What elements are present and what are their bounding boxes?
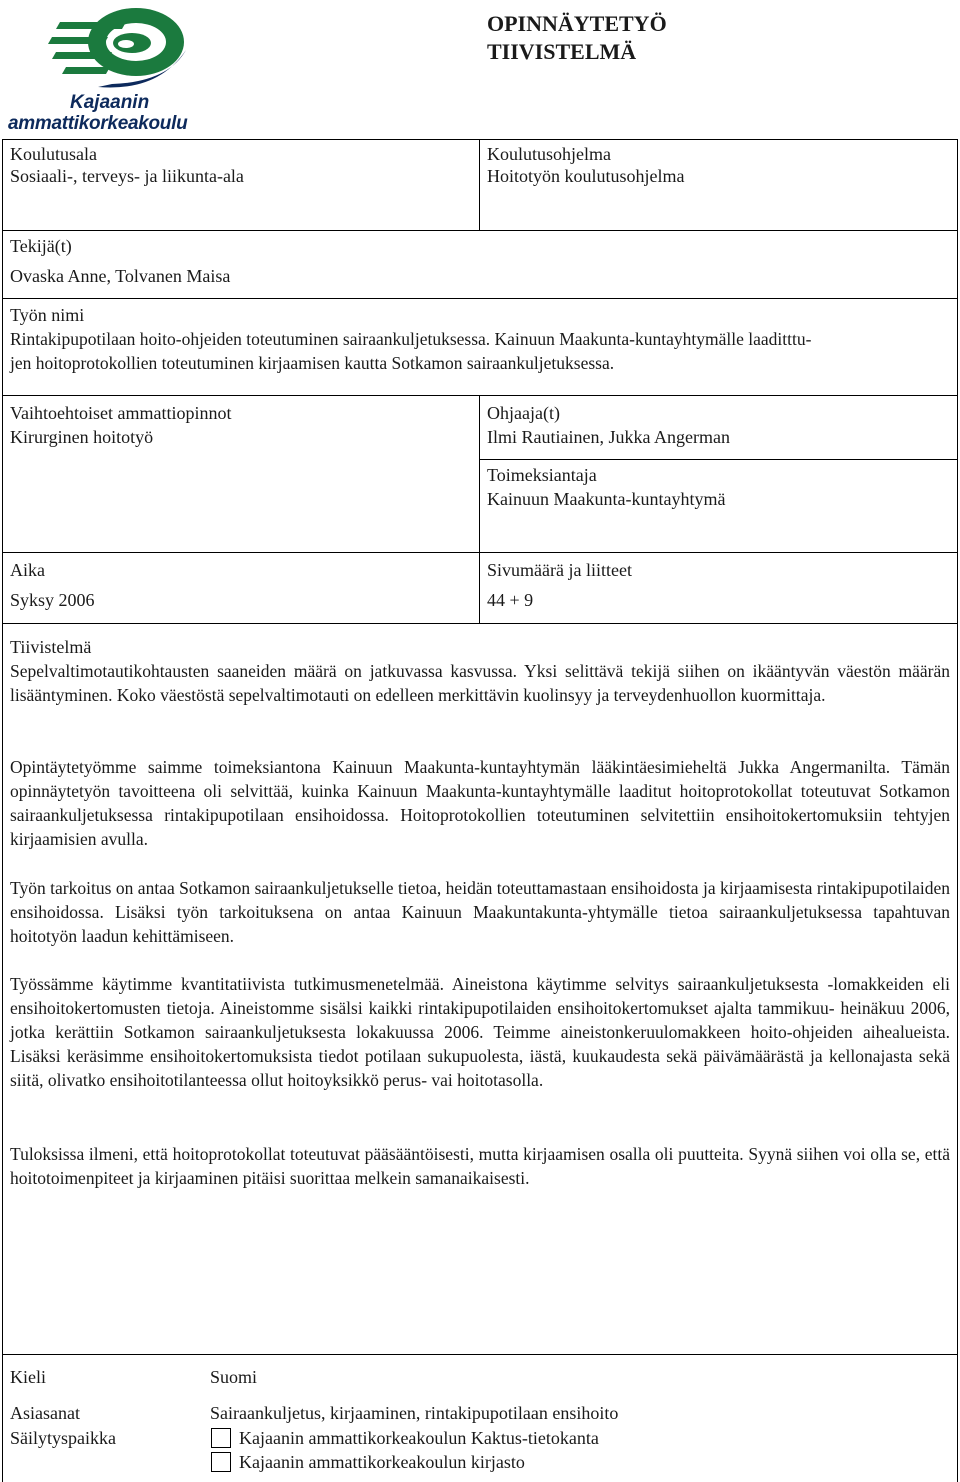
kaktus-checkbox[interactable]	[211, 1428, 231, 1448]
ohjaaja-label: Ohjaaja(t)	[487, 403, 560, 423]
divider-vertical-2	[479, 395, 480, 623]
tyon-nimi-line-1: Rintakipupotilaan hoito-ohjeiden toteutuminen sairaankuljetuksessa. Kainuun Maakunta-kuntayhtymälle laaditttu-	[10, 329, 812, 349]
divider-row-1	[2, 230, 958, 231]
toimeksiantaja-value: Kainuun Maakunta-kuntayhtymä	[487, 489, 726, 509]
vaihtoehtoiset-label: Vaihtoehtoiset ammattiopinnot	[10, 403, 232, 423]
asiasanat-value: Sairaankuljetus, kirjaaminen, rintakipupotilaan ensihoito	[210, 1403, 619, 1423]
form-border-right	[957, 139, 958, 1482]
ohjaaja-value: Ilmi Rautiainen, Jukka Angerman	[487, 427, 730, 447]
kieli-label: Kieli	[10, 1367, 46, 1387]
divider-row-2	[2, 298, 958, 299]
kaktus-option-label: Kajaanin ammattikorkeakoulun Kaktus-tietokanta	[239, 1428, 599, 1448]
asiasanat-label: Asiasanat	[10, 1403, 80, 1423]
sailytyspaikka-label: Säilytyspaikka	[10, 1428, 116, 1448]
divider-row-5	[2, 623, 958, 624]
koulutusohjelma-value: Hoitotyön koulutusohjelma	[487, 166, 685, 186]
logo-emblem-icon	[8, 2, 223, 97]
form-border-top	[2, 139, 958, 140]
aika-label: Aika	[10, 560, 45, 580]
logo-line-1: Kajaanin	[70, 92, 150, 113]
toimeksiantaja-label: Toimeksiantaja	[487, 465, 597, 485]
document-heading	[487, 10, 667, 66]
school-logo	[8, 2, 223, 134]
divider-row-3	[2, 395, 958, 396]
abstract-paragraph-4: Työssämme käytimme kvantitatiivista tutkimusmenetelmää. Aineistona käytimme selvitys sairaankuljetuksesta -lomakkeiden eli ensihoitokertomusten tietoja. Aineistomme sisälsi kaikki rintakipupotilaiden ensihoitokertomukset ajalta tammikuu- heinäkuu 2006, jotka kerättiin Sotkamon sairaankuljetuksesta lokakuussa 2006. Teimme aineistonkeruulomakkeen hoito-ohjeiden aihealueista. Lisäksi keräsimme ensihoitokertomuksista tiedot potilaan sukupuolesta, iästä, kuukaudesta sekä päivämäärästä ja kellonajasta sekä siitä, olivatko ensihoitotilanteessa ollut hoitoyksikkö perus- vai hoitotasolla.	[10, 974, 950, 1090]
abstract-paragraph-1: Sepelvaltimotautikohtausten saaneiden määrä on jatkuvassa kasvussa. Yksi selittävä tekijä siihen on ikääntyvän väestön määrän lisääntyminen. Koko väestöstä sepelvaltimotauti on edelleen merkittävin kuolinsyy ja terveydenhuollon kuormittaja.	[10, 661, 950, 705]
heading-line-1: OPINNÄYTETYÖ	[487, 11, 667, 36]
sivumaara-value: 44 + 9	[487, 590, 534, 610]
koulutusohjelma-label: Koulutusohjelma	[487, 144, 611, 164]
tekija-label: Tekijä(t)	[10, 236, 72, 256]
heading-line-2: TIIVISTELMÄ	[487, 39, 637, 64]
koulutusala-value: Sosiaali-, terveys- ja liikunta-ala	[10, 166, 244, 186]
kieli-value: Suomi	[210, 1367, 258, 1387]
sivumaara-label: Sivumäärä ja liitteet	[487, 560, 632, 580]
form-border-left	[2, 139, 3, 1482]
aika-value: Syksy 2006	[10, 590, 95, 610]
tyon-nimi-label: Työn nimi	[10, 305, 85, 325]
tyon-nimi-line-2: jen hoitoprotokollien toteutuminen kirjaamisen kautta Sotkamon sairaankuljetuksessa.	[10, 353, 615, 373]
logo-line-2: ammattikorkeakoulu	[8, 113, 188, 134]
kirjasto-option-label: Kajaanin ammattikorkeakoulun kirjasto	[239, 1452, 525, 1472]
tiivistelma-label: Tiivistelmä	[10, 637, 92, 657]
tekija-value: Ovaska Anne, Tolvanen Maisa	[10, 266, 231, 286]
koulutusala-label: Koulutusala	[10, 144, 97, 164]
divider-row-ohjaaja	[479, 459, 958, 460]
abstract-paragraph-2: Opintäytetyömme saimme toimeksiantona Kainuun Maakunta-kuntayhtymän lääkintäesimieheltä Jukka Angermanilta. Tämän opinnäytetyön tavoitteena oli selvittää, kuinka Kainuun Maakunta-kuntayhtymälle laaditut hoitoprotokollat toteutuvat Sotkamon sairaankuljetuksessa rintakipupotilaan ensihoidossa. Hoitoprotokollien toteutuminen selvitettiin ensihoitokertomuksiin tehtyjen kirjaamisien avulla.	[10, 757, 950, 849]
abstract-paragraph-5: Tuloksissa ilmeni, että hoitoprotokollat toteutuvat pääsääntöisesti, mutta kirjaamisen osalla oli puutteita. Syynä siihen voi olla se, että hoitotoimenpiteet ja kirjaaminen pitäisi suorittaa melkein samanaikaisesti.	[10, 1144, 950, 1188]
abstract-paragraph-3: Työn tarkoitus on antaa Sotkamon sairaankuljetukselle tietoa, heidän toteuttamastaan ensihoidosta ja kirjaamisesta rintakipupotilaiden ensihoidossa. Lisäksi työn tarkoituksena on antaa Kainuun Maakuntakunta-yhtymälle tietoa sairaankuljetuksessa tapahtuvan hoitotyön laadun kehittämiseen.	[10, 878, 950, 946]
kirjasto-checkbox[interactable]	[211, 1452, 231, 1472]
divider-row-4	[2, 552, 958, 553]
vaihtoehtoiset-value: Kirurginen hoitotyö	[10, 427, 154, 447]
divider-vertical-1	[479, 139, 480, 230]
divider-row-footer	[2, 1354, 958, 1355]
